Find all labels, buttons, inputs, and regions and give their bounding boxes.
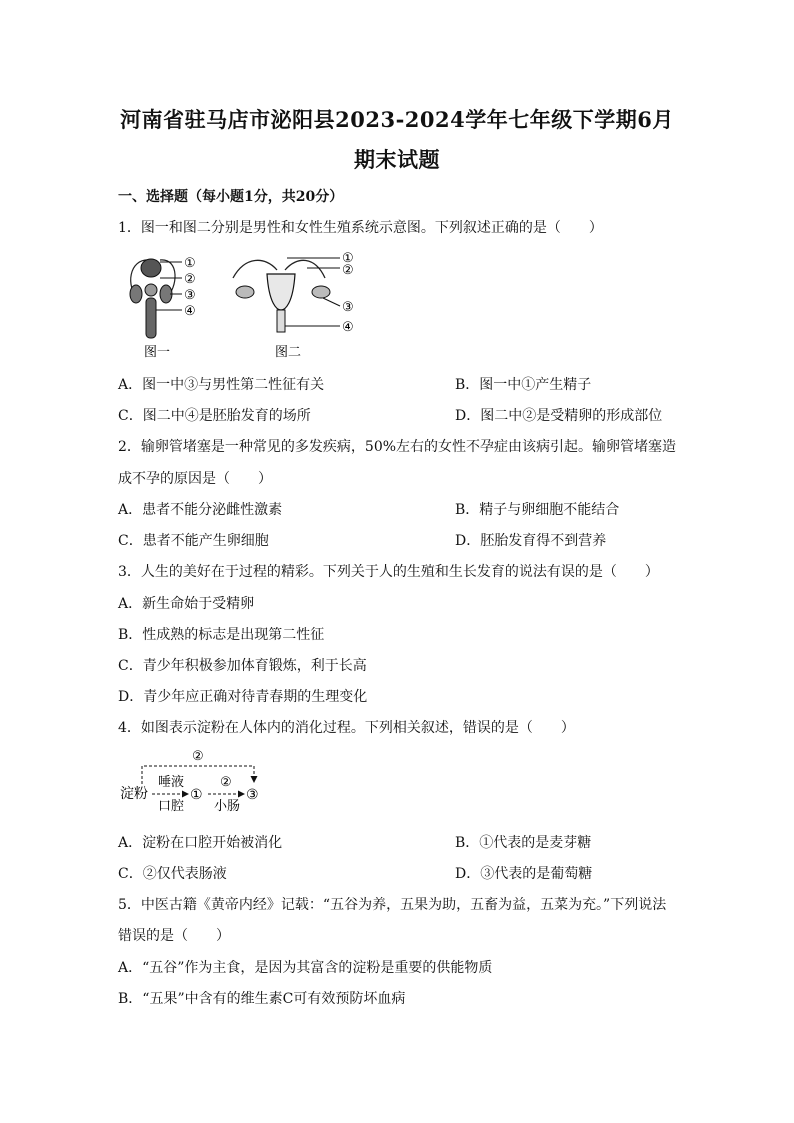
q5-stem-line2: 错误的是（ ） bbox=[118, 928, 230, 944]
page-subtitle: 期末试题 bbox=[354, 147, 440, 172]
q4-option-d: D．③代表的是葡萄糖 bbox=[455, 866, 593, 882]
q3-option-d: D．青少年应正确对待青春期的生理变化 bbox=[118, 689, 368, 705]
male-label-2: ② bbox=[184, 272, 196, 287]
q1-option-d: D．图二中②是受精卵的形成部位 bbox=[455, 408, 663, 424]
q3-stem: 3．人生的美好在于过程的精彩。下列关于人的生殖和生长发育的说法有误的是（ ） bbox=[118, 564, 659, 580]
female-label-3: ③ bbox=[342, 300, 354, 315]
female-reproductive-diagram bbox=[225, 248, 360, 360]
q1-option-c: C．图二中④是胚胎发育的场所 bbox=[118, 408, 311, 424]
diagram-start: 淀粉 bbox=[120, 786, 148, 802]
q2-option-c: C．患者不能产生卵细胞 bbox=[118, 533, 269, 549]
q5-option-b: B．“五果”中含有的维生素C可有效预防坏血病 bbox=[118, 991, 406, 1007]
q2-option-b: B．精子与卵细胞不能结合 bbox=[455, 502, 620, 518]
male-label-4: ④ bbox=[184, 304, 196, 319]
q2-stem-line1: 2．输卵管堵塞是一种常见的多发疾病，50%左右的女性不孕症由该病引起。输卵管堵塞造 bbox=[118, 439, 677, 455]
q4-option-a: A．淀粉在口腔开始被消化 bbox=[118, 835, 283, 851]
q1-option-b: B．图一中①产生精子 bbox=[455, 377, 592, 393]
starch-digestion-diagram bbox=[120, 746, 280, 816]
page-title: 河南省驻马店市泌阳县2023-2024学年七年级下学期6月 bbox=[120, 107, 674, 132]
female-label-4: ④ bbox=[342, 320, 354, 335]
q2-stem-line2: 成不孕的原因是（ ） bbox=[118, 471, 272, 487]
male-label-1: ① bbox=[184, 256, 196, 271]
male-label-3: ③ bbox=[184, 288, 196, 303]
diagram-intestine: 小肠 bbox=[214, 799, 241, 814]
diagram-node-2: ② bbox=[220, 775, 232, 790]
diagram-mouth: 口腔 bbox=[158, 799, 185, 814]
q2-option-d: D．胚胎发育得不到营养 bbox=[455, 533, 607, 549]
q5-stem-line1: 5．中医古籍《黄帝内经》记载：“五谷为养，五果为助，五畜为益，五菜为充。”下列说法 bbox=[118, 897, 667, 913]
female-label-1: ① bbox=[342, 251, 354, 266]
diagram-node-1: ① bbox=[190, 787, 203, 803]
diagram-saliva: 唾液 bbox=[158, 775, 185, 790]
female-label-2: ② bbox=[342, 263, 354, 278]
q5-option-a: A．“五谷”作为主食，是因为其富含的淀粉是重要的供能物质 bbox=[118, 960, 493, 976]
male-reproductive-diagram bbox=[120, 248, 210, 360]
q2-option-a: A．患者不能分泌雌性激素 bbox=[118, 502, 283, 518]
q1-option-a: A．图一中③与男性第二性征有关 bbox=[118, 377, 325, 393]
q4-stem: 4．如图表示淀粉在人体内的消化过程。下列相关叙述，错误的是（ ） bbox=[118, 720, 575, 736]
fig2-caption: 图二 bbox=[275, 345, 302, 360]
q3-option-b: B．性成熟的标志是出现第二性征 bbox=[118, 627, 325, 643]
q3-option-a: A．新生命始于受精卵 bbox=[118, 596, 255, 612]
q1-stem: 1．图一和图二分别是男性和女性生殖系统示意图。下列叙述正确的是（ ） bbox=[118, 220, 603, 236]
section-heading: 一、选择题（每小题1分，共20分） bbox=[118, 189, 344, 205]
q4-option-c: C．②仅代表肠液 bbox=[118, 866, 227, 882]
diagram-top-label: ② bbox=[192, 749, 204, 764]
diagram-node-3: ③ bbox=[246, 787, 259, 803]
fig1-caption: 图一 bbox=[144, 345, 171, 360]
q4-option-b: B．①代表的是麦芽糖 bbox=[455, 835, 592, 851]
q3-option-c: C．青少年积极参加体育锻炼，利于长高 bbox=[118, 658, 367, 674]
